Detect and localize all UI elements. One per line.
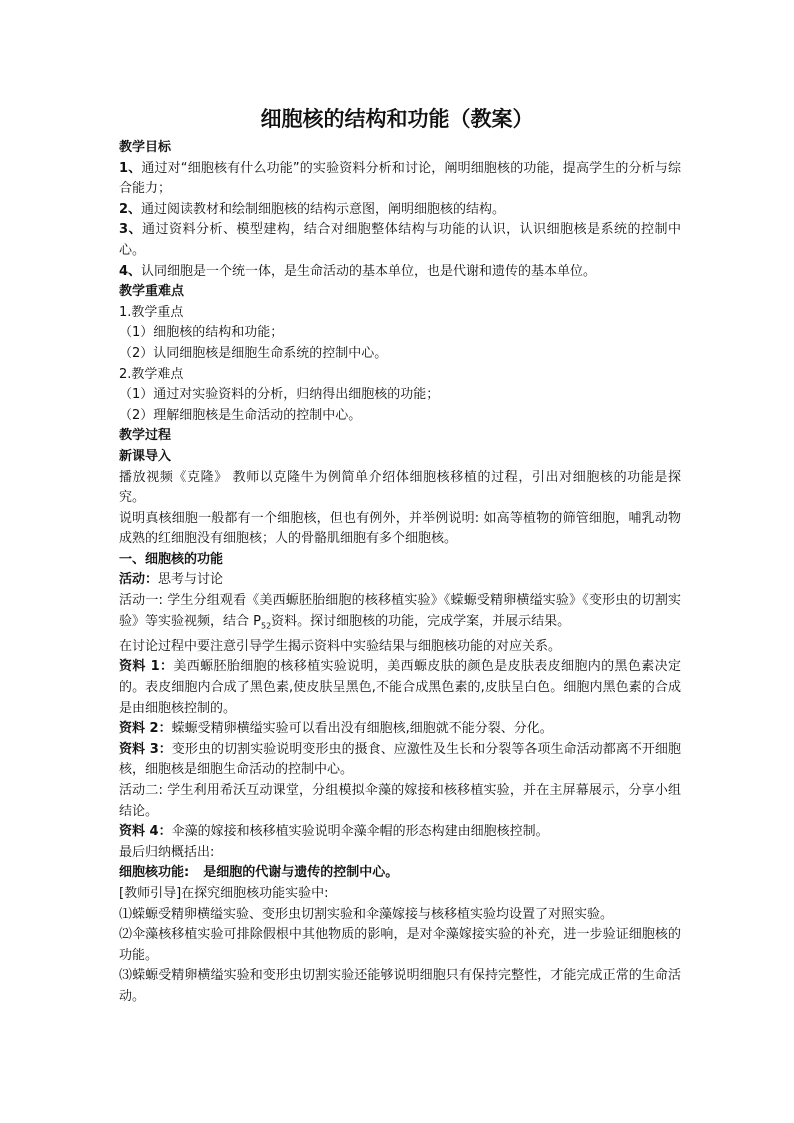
teacher-point-2: ⑵伞藻核移植实验可排除假根中其他物质的影响，是对伞藻嫁接实验的补充，进一步验证细胞核的功能。 bbox=[119, 927, 681, 963]
key-point-1: （1）细胞核的结构和功能； bbox=[119, 325, 284, 341]
difficulty-1: （1）通过对实验资料的分析，归纳得出细胞核的功能； bbox=[119, 387, 440, 403]
material-1-label: 资料 1： bbox=[119, 659, 174, 675]
material-1-text: 美西螈胚胎细胞的核移植实验说明，美西螈皮肤的颜色是皮肤表皮细胞内的黑色素决定的。表皮细胞内合成了黑色素,使皮肤呈黑色,不能合成黑色素的,皮肤呈白色。细胞内黑色素的合成是由细胞核控制的。 bbox=[119, 659, 681, 716]
summary-line: 最后归纳概括出: bbox=[119, 844, 215, 860]
material-2 bbox=[119, 719, 681, 740]
function-text: 是细胞的代谢与遗传的控制中心。 bbox=[203, 865, 399, 881]
material-4 bbox=[119, 822, 681, 843]
objective-1-text: 通过对“细胞核有什么功能”的实验资料分析和讨论，阐明细胞核的功能，提高学生的分析与综合能力； bbox=[119, 160, 681, 197]
document-body bbox=[119, 138, 681, 1008]
objective-4-text: 认同细胞是一个统一体，是生命活动的基本单位，也是代谢和遗传的基本单位。 bbox=[141, 263, 597, 279]
objective-3 bbox=[119, 220, 681, 261]
intro-paragraph-2: 说明真核细胞一般都有一个细胞核，但也有例外，并举例说明: 如高等植物的筛管细胞，哺乳动物成熟的红细胞没有细胞核；人的骨骼肌细胞有多个细胞核。 bbox=[119, 510, 681, 547]
material-3 bbox=[119, 740, 681, 781]
intro-paragraph-1: 播放视频《克隆》 教师以克隆牛为例简单介绍体细胞核移植的过程，引出对细胞核的功能是探究。 bbox=[119, 469, 681, 506]
function-label: 细胞核功能: bbox=[119, 865, 190, 881]
teacher-guidance: [教师引导]在探究细胞核功能实验中: bbox=[119, 885, 329, 901]
heading-teaching-objectives: 教学目标 bbox=[119, 140, 172, 155]
objective-3-text: 通过资料分析、模型建构，结合对细胞整体结构与功能的认识，认识细胞核是系统的控制中心。 bbox=[119, 222, 681, 258]
teacher-point-1: ⑴蝾螈受精卵横缢实验、变形虫切割实验和伞藻嫁接与核移植实验均设置了对照实验。 bbox=[119, 906, 614, 922]
nucleus-function-conclusion bbox=[119, 863, 681, 884]
objective-1-number: 1、 bbox=[119, 160, 142, 176]
activity-one-pre: 活动一: 学生分组观看《美西螈胚胎细胞的核移植实验》《蝾螈受精卵横缢实验》《变形虫的切割实验》等实验视频，结合 P bbox=[119, 593, 681, 629]
objective-1 bbox=[119, 159, 681, 200]
material-3-text: 变形虫的切割实验说明变形虫的摄食、应激性及生长和分裂等各项生命活动都离不开细胞核，细胞核是细胞生命活动的控制中心。 bbox=[119, 741, 681, 778]
material-4-label: 资料 4： bbox=[119, 824, 172, 840]
guidance-note: 在讨论过程中要注意引导学生揭示资料中实验结果与细胞核功能的对应关系。 bbox=[119, 638, 562, 654]
material-2-text: 蝾螈受精卵横缢实验可以看出没有细胞核,细胞就不能分裂、分化。 bbox=[171, 721, 553, 737]
activity-label: 活动： bbox=[119, 572, 159, 588]
objective-2-text: 通过阅读教材和绘制细胞核的结构示意图，阐明细胞核的结构。 bbox=[141, 201, 506, 217]
key-points-title: 1.教学重点 bbox=[119, 304, 184, 320]
material-1 bbox=[119, 657, 681, 719]
heading-lesson-intro: 新课导入 bbox=[119, 448, 172, 464]
objective-3-number: 3、 bbox=[119, 222, 143, 238]
objective-2 bbox=[119, 200, 681, 221]
teacher-point-3: ⑶蝾螈受精卵横缢实验和变形虫切割实验还能够说明细胞只有保持完整性，才能完成正常的生命活动。 bbox=[119, 968, 681, 1004]
activity-text: 思考与讨论 bbox=[158, 572, 224, 588]
activity-line bbox=[119, 570, 681, 591]
material-3-label: 资料 3： bbox=[119, 741, 172, 757]
activity-two: 活动二: 学生利用希沃互动课堂，分组模拟伞藻的嫁接和核移植实验，并在主屏幕展示，分享小组结论。 bbox=[119, 783, 681, 819]
material-2-label: 资料 2： bbox=[119, 721, 172, 737]
heading-nucleus-function: 一、细胞核的功能 bbox=[119, 551, 224, 567]
objective-4-number: 4、 bbox=[119, 263, 142, 279]
difficulty-2: （2）理解细胞核是生命活动的控制中心。 bbox=[119, 407, 362, 423]
material-4-text: 伞藻的嫁接和核移植实验说明伞藻伞帽的形态构建由细胞核控制。 bbox=[171, 824, 549, 840]
difficulties-title: 2.教学难点 bbox=[119, 366, 184, 382]
heading-key-difficulties: 教学重难点 bbox=[119, 284, 185, 300]
activity-one-page-subscript: 52 bbox=[260, 621, 272, 631]
key-point-2: （2）认同细胞核是细胞生命系统的控制中心。 bbox=[119, 345, 388, 361]
objective-2-number: 2、 bbox=[119, 201, 142, 217]
activity-one bbox=[119, 591, 681, 637]
objective-4 bbox=[119, 262, 681, 283]
document-title: 细胞核的结构和功能（教案） bbox=[260, 107, 534, 131]
activity-one-post: 资料。探讨细胞核的功能，完成学案，并展示结果。 bbox=[271, 613, 571, 629]
heading-teaching-process: 教学过程 bbox=[119, 428, 172, 444]
